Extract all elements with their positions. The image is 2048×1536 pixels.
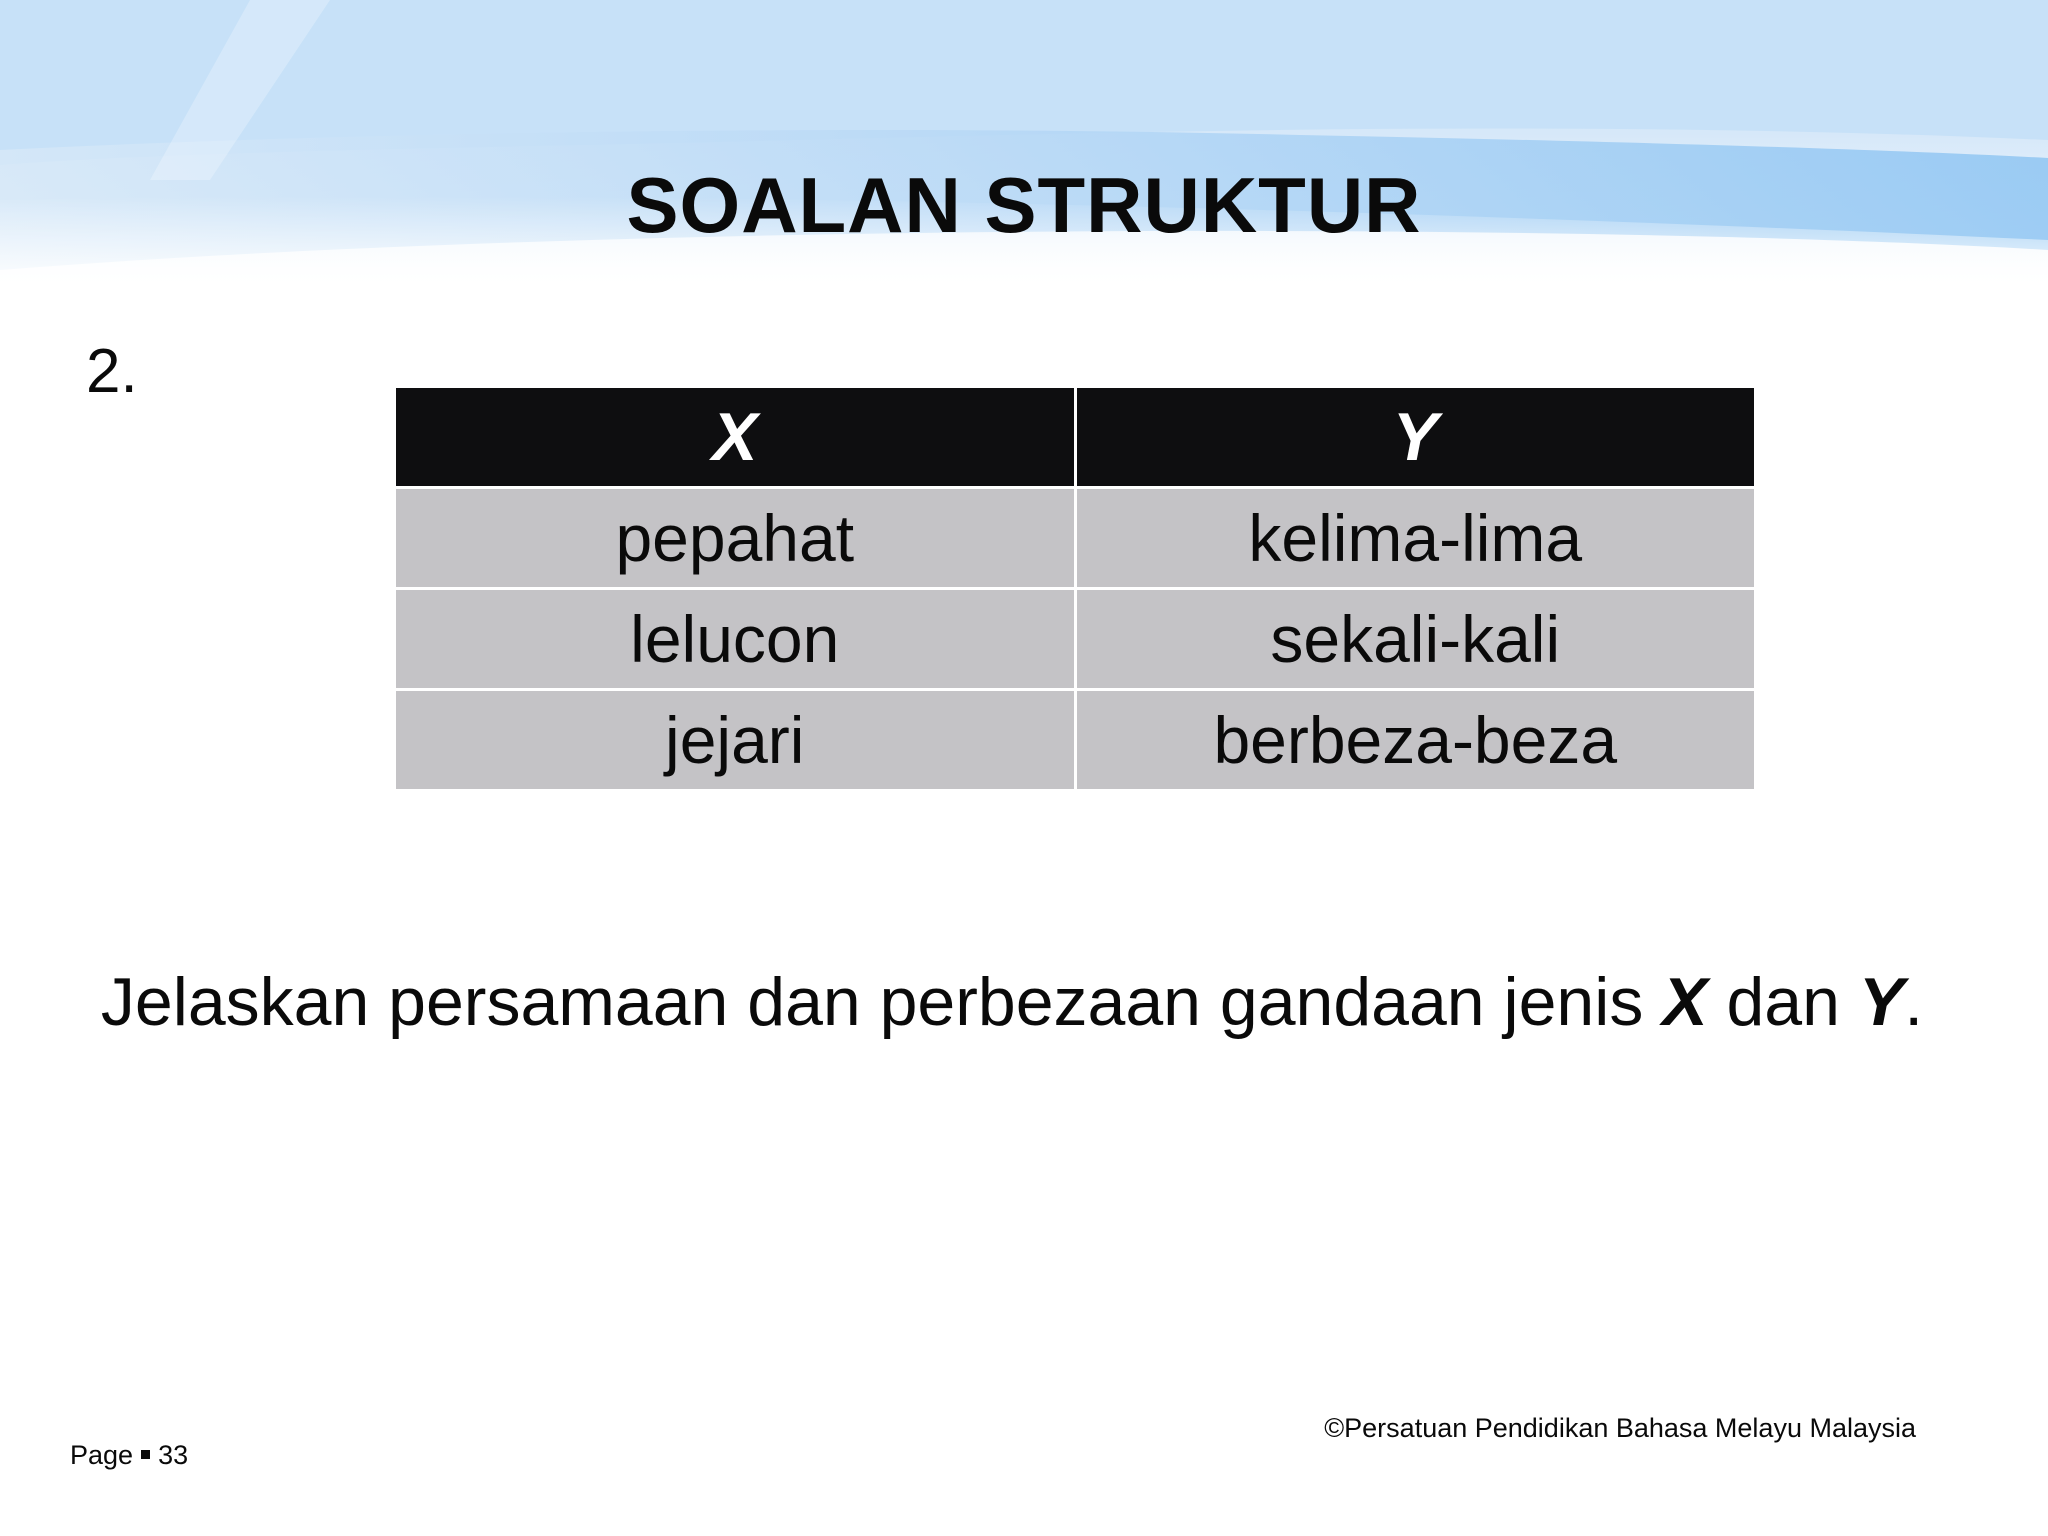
question-instruction: [0, 960, 2024, 1044]
question-number: 2.: [86, 337, 138, 406]
page-footer: [70, 1438, 188, 1472]
square-bullet-icon: [141, 1450, 150, 1459]
copyright-notice: ©Persatuan Pendidikan Bahasa Melayu Malaysia: [1324, 1413, 1916, 1443]
table-cell-y: berbeza-beza: [1077, 691, 1755, 789]
page-label: Page: [70, 1440, 134, 1470]
table-cell-x: lelucon: [396, 590, 1074, 688]
table-row: [396, 489, 1754, 587]
page-number: 33: [158, 1440, 189, 1470]
instruction-term-x: X: [1662, 964, 1708, 1040]
slide-title: SOALAN STRUKTUR: [626, 161, 1422, 249]
word-table: [393, 385, 1757, 792]
table-cell-y: kelima-lima: [1077, 489, 1755, 587]
table-row: [396, 691, 1754, 789]
table-cell-x: jejari: [396, 691, 1074, 789]
column-header-x: X: [396, 388, 1074, 486]
table-cell-x: pepahat: [396, 489, 1074, 587]
table-cell-y: sekali-kali: [1077, 590, 1755, 688]
column-header-y: Y: [1077, 388, 1755, 486]
table-row: [396, 590, 1754, 688]
table-header-row: [396, 388, 1754, 486]
instruction-text-middle: dan: [1707, 964, 1859, 1040]
instruction-text-start: Jelaskan persamaan dan perbezaan gandaan jenis: [100, 964, 1663, 1040]
instruction-term-y: Y: [1858, 964, 1905, 1040]
instruction-text-end: .: [1904, 964, 1924, 1040]
